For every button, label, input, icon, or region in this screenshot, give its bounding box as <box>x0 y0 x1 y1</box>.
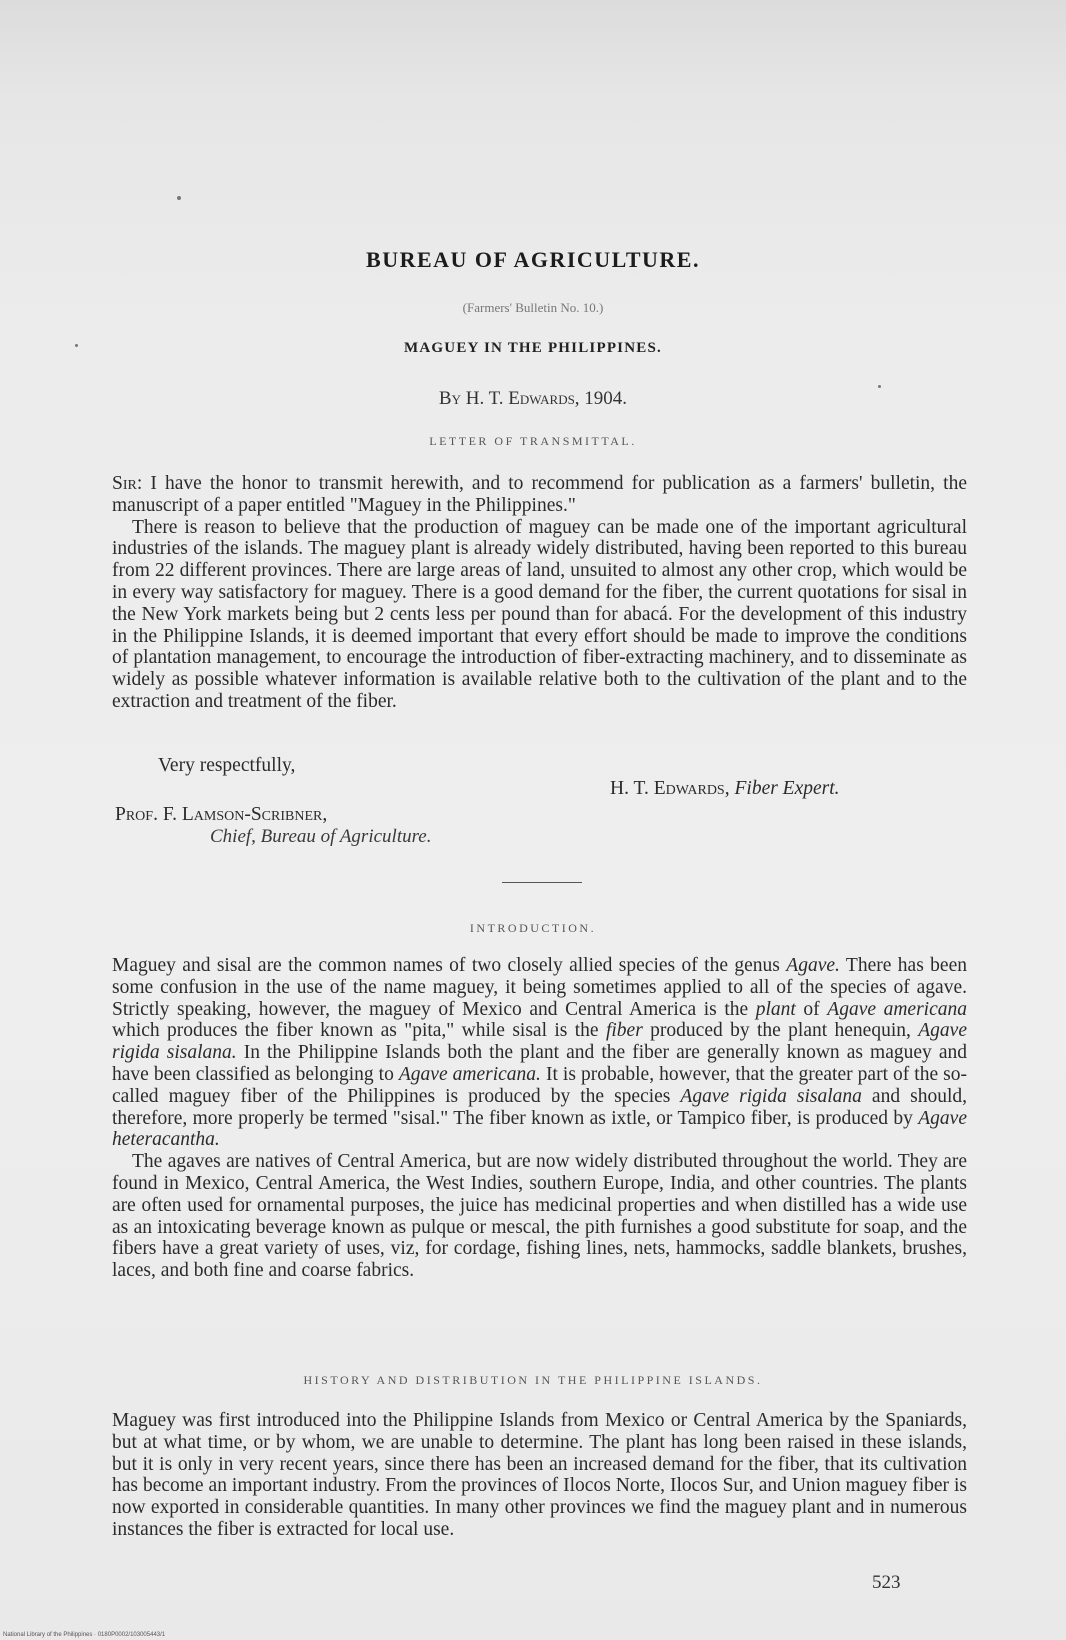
text-run: which produces the fiber known as "pita," while sisal is the <box>112 1020 606 1042</box>
addressee: Prof. F. Lamson-Scribner, <box>115 804 328 825</box>
introduction-heading: INTRODUCTION. <box>469 921 597 935</box>
species-name: Agave rigida sisalana <box>680 1085 862 1107</box>
letter-paragraph-text: I have the honor to transmit herewith, and to recommend for publication as a farmers' bulletin, the manuscript of a paper entitled "Maguey in the Philippines." <box>112 473 967 516</box>
text-run: and should, therefore, more properly be termed "sisal." The fiber known as ixtle, or Tampico fiber, is produced by <box>112 1085 967 1129</box>
signer-title: Fiber Expert. <box>734 778 840 799</box>
history-body <box>112 1410 967 1541</box>
history-paragraph: Maguey was first introduced into the Philippine Islands from Mexico or Central America by the Spaniards, but at what time, or by whom, we are unable to determine. The plant has long been raised in these islands, but it is only in very recent years, since there has been an increased demand for the fiber, that its cultivation has become an important industry. From the provinces of Ilocos Norte, Ilocos Sur, and Union maguey fiber is now exported in considerable quantities. In many other provinces we find the maguey plant and in numerous instances the fiber is extracted for local use. <box>112 1410 967 1540</box>
salutation: Sir: <box>112 473 143 494</box>
article-title: MAGUEY IN THE PHILIPPINES. <box>404 340 662 356</box>
introduction-body <box>112 955 967 1282</box>
intro-paragraph <box>112 955 967 1151</box>
letter-heading: LETTER OF TRANSMITTAL. <box>429 434 637 448</box>
scan-footer: National Library of the Philippines · 0180P0002/103005443/1 <box>3 1632 166 1638</box>
emphasis: fiber <box>605 1020 643 1042</box>
bureau-title: BUREAU OF AGRICULTURE. <box>366 247 700 272</box>
text-run: of <box>795 998 828 1020</box>
letter-paragraph: There is reason to believe that the production of maguey can be made one of the important agricultural industries of the islands. The maguey plant is already widely distributed, having been reported to this bureau from 22 different provinces. There are large areas of land, unsuited to almost any other crop, which would be in every way satisfactory for maguey. There is a good demand for the fiber, the current quotations for sisal in the New York markets being but 2 cents less per pound than for abacá. For the development of this industry in the Philippine Islands, it is deemed important that every effort should be made to improve the conditions of plantation management, to encourage the introduction of fiber-extracting machinery, and to disseminate as widely as possible whatever information is available relative both to the cultivation of the plant and to the extraction and treatment of the fiber. <box>112 516 967 712</box>
text-run: produced by the plant henequin, <box>642 1020 919 1042</box>
intro-paragraph: The agaves are natives of Central America, but are now widely distributed throughout the world. They are found in Mexico, Central America, the West Indies, southern Europe, India, and other countries. The plants are often used for ornamental purposes, the juice has medicinal properties and when distilled has a wide use as an intoxicating beverage known as pulque or mescal, the pith furnishes a good substitute for soap, and the fibers have a great variety of uses, viz, for cordage, fishing lines, nets, hammocks, saddle blankets, brushes, laces, and both fine and coarse fabrics. <box>112 1151 967 1282</box>
emphasis: plant <box>755 998 796 1020</box>
bulletin-series: (Farmers' Bulletin No. 10.) <box>462 300 604 315</box>
signer-name: H. T. Edwards, <box>610 778 730 799</box>
letter-paragraph <box>112 473 967 517</box>
signature <box>610 778 840 800</box>
species-name: Agave americana <box>827 998 967 1020</box>
species-name: Agave rigida sisalana. <box>112 1020 967 1064</box>
letter-body <box>112 473 967 713</box>
paper-speck <box>177 196 181 200</box>
page-number: 523 <box>872 1572 901 1593</box>
species-name: Agave americana. <box>398 1063 541 1085</box>
section-divider <box>502 882 582 883</box>
author-byline: By H. T. Edwards, 1904. <box>438 388 628 409</box>
text-run: Maguey and sisal are the common names of two closely allied species of the genus <box>112 955 787 976</box>
species-name: Agave heteracantha. <box>112 1107 967 1151</box>
closing: Very respectfully, <box>158 755 296 776</box>
addressee-title: Chief, Bureau of Agriculture. <box>210 826 432 847</box>
history-heading: HISTORY AND DISTRIBUTION IN THE PHILIPPINE ISLANDS. <box>303 1373 763 1387</box>
text-run: In the Philippine Islands both the plant and the fiber are generally known as maguey and have been classified as belonging to <box>112 1042 968 1085</box>
species-name: Agave. <box>786 955 840 976</box>
text-run: It is probable, however, that the greater part of the so-called maguey fiber of the Philippines is produced by the species <box>112 1063 967 1107</box>
text-run: There has been some confusion in the use of the name maguey, it being sometimes applied to all of the species of agave. Strictly speaking, however, the maguey of Mexico and Central America is the <box>112 955 967 1020</box>
